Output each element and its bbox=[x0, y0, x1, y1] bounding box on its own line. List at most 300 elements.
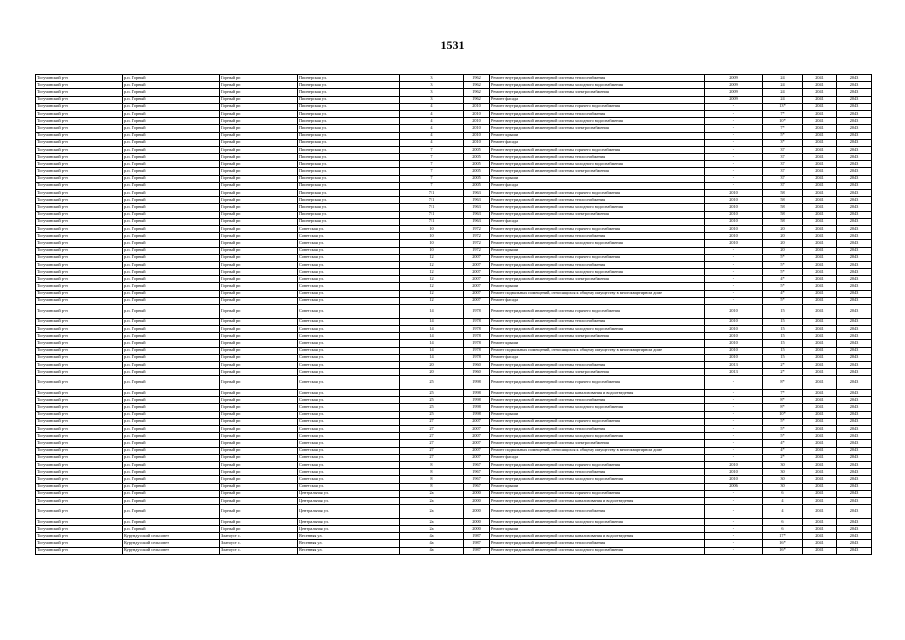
cell-street: Пионерская ул. bbox=[298, 168, 400, 175]
table-row bbox=[36, 218, 872, 225]
cell-plan-end: 2043 bbox=[837, 269, 872, 276]
cell-locality: Горный рп bbox=[220, 426, 298, 433]
cell-last-repair-year: 2010 bbox=[705, 333, 763, 340]
cell-build-year: 2007 bbox=[464, 440, 490, 447]
cell-street: Пионерская ул. bbox=[298, 75, 400, 82]
table-row bbox=[36, 433, 872, 440]
cell-street: Советская ул. bbox=[298, 240, 400, 247]
cell-district: Тогучинский р-н bbox=[36, 376, 123, 390]
cell-house-number: 2а bbox=[400, 518, 464, 525]
cell-locality: Горный рп bbox=[220, 454, 298, 461]
cell-plan-start: 2041 bbox=[803, 204, 837, 211]
cell-district: Тогучинский р-н bbox=[36, 269, 123, 276]
cell-district: Тогучинский р-н bbox=[36, 483, 123, 490]
cell-wear: 5* bbox=[763, 283, 803, 290]
cell-build-year: 2010 bbox=[464, 118, 490, 125]
cell-work-type: Ремонт внутридомовой инженерной системы электроснабжения bbox=[490, 369, 705, 376]
cell-plan-end: 2043 bbox=[837, 218, 872, 225]
cell-municipality: р.п. Горный bbox=[123, 447, 220, 454]
cell-last-repair-year: - bbox=[705, 526, 763, 533]
cell-locality: Горный рп bbox=[220, 146, 298, 153]
cell-plan-end: 2043 bbox=[837, 297, 872, 304]
cell-last-repair-year: 2010 bbox=[705, 325, 763, 332]
cell-plan-end: 2043 bbox=[837, 369, 872, 376]
cell-street: Пионерская ул. bbox=[298, 110, 400, 117]
cell-wear: 20 bbox=[763, 233, 803, 240]
cell-build-year: 1962 bbox=[464, 89, 490, 96]
cell-plan-start: 2041 bbox=[803, 290, 837, 297]
cell-wear: 6 bbox=[763, 490, 803, 497]
cell-work-type: Ремонт внутридомовой инженерной системы теплоснабжения bbox=[490, 75, 705, 82]
cell-district: Тогучинский р-н bbox=[36, 146, 123, 153]
cell-locality: Горный рп bbox=[220, 447, 298, 454]
cell-last-repair-year: - bbox=[705, 540, 763, 547]
cell-wear: 5* bbox=[763, 269, 803, 276]
cell-district: Тогучинский р-н bbox=[36, 361, 123, 368]
cell-plan-end: 2043 bbox=[837, 411, 872, 418]
cell-municipality: р.п. Горный bbox=[123, 390, 220, 397]
cell-last-repair-year: 2009 bbox=[705, 89, 763, 96]
cell-work-type: Ремонт внутридомовой инженерной системы горячего водоснабжения bbox=[490, 103, 705, 110]
cell-work-type: Ремонт внутридомовой инженерной системы холодного водоснабжения bbox=[490, 118, 705, 125]
table-row bbox=[36, 418, 872, 425]
cell-house-number: 10 bbox=[400, 247, 464, 254]
cell-wear: 58 bbox=[763, 218, 803, 225]
cell-wear: 30 bbox=[763, 461, 803, 468]
table-row bbox=[36, 190, 872, 197]
cell-district: Тогучинский р-н bbox=[36, 476, 123, 483]
cell-house-number: 3 bbox=[400, 89, 464, 96]
cell-house-number: 4 bbox=[400, 139, 464, 146]
cell-plan-end: 2043 bbox=[837, 483, 872, 490]
cell-build-year: 1987 bbox=[464, 547, 490, 554]
cell-plan-end: 2043 bbox=[837, 325, 872, 332]
cell-work-type: Ремонт внутридомовой инженерной системы горячего водоснабжения bbox=[490, 305, 705, 319]
cell-wear: 30 bbox=[763, 483, 803, 490]
cell-work-type: Ремонт внутридомовой инженерной системы теплоснабжения bbox=[490, 261, 705, 268]
cell-municipality: р.п. Горный bbox=[123, 490, 220, 497]
cell-last-repair-year: - bbox=[705, 175, 763, 182]
cell-street: Советская ул. bbox=[298, 261, 400, 268]
cell-street: Советская ул. bbox=[298, 354, 400, 361]
cell-build-year: 2007 bbox=[464, 283, 490, 290]
cell-last-repair-year: 2010 bbox=[705, 469, 763, 476]
cell-plan-start: 2041 bbox=[803, 161, 837, 168]
table-row bbox=[36, 354, 872, 361]
cell-plan-start: 2041 bbox=[803, 411, 837, 418]
cell-build-year: 2000 bbox=[464, 490, 490, 497]
cell-district: Тогучинский р-н bbox=[36, 297, 123, 304]
cell-plan-start: 2041 bbox=[803, 110, 837, 117]
cell-locality: Горный рп bbox=[220, 82, 298, 89]
cell-municipality: р.п. Горный bbox=[123, 139, 220, 146]
cell-last-repair-year: - bbox=[705, 290, 763, 297]
cell-plan-start: 2041 bbox=[803, 182, 837, 189]
cell-house-number: 7 bbox=[400, 182, 464, 189]
table-row bbox=[36, 505, 872, 519]
cell-municipality: р.п. Горный bbox=[123, 526, 220, 533]
page-number: 1531 bbox=[440, 38, 465, 52]
cell-municipality: р.п. Горный bbox=[123, 175, 220, 182]
cell-district: Тогучинский р-н bbox=[36, 197, 123, 204]
cell-locality: Горный рп bbox=[220, 490, 298, 497]
cell-district: Тогучинский р-н bbox=[36, 154, 123, 161]
cell-municipality: р.п. Горный bbox=[123, 411, 220, 418]
cell-locality: Горный рп bbox=[220, 218, 298, 225]
table-row bbox=[36, 233, 872, 240]
cell-plan-start: 2041 bbox=[803, 340, 837, 347]
cell-district: Тогучинский р-н bbox=[36, 461, 123, 468]
cell-build-year: 2005 bbox=[464, 161, 490, 168]
cell-locality: Горный рп bbox=[220, 483, 298, 490]
cell-plan-start: 2041 bbox=[803, 75, 837, 82]
cell-last-repair-year: 2013 bbox=[705, 361, 763, 368]
cell-municipality: р.п. Горный bbox=[123, 276, 220, 283]
cell-district: Тогучинский р-н bbox=[36, 404, 123, 411]
cell-wear: 4* bbox=[763, 440, 803, 447]
cell-work-type: Ремонт внутридомовой инженерной системы электроснабжения bbox=[490, 211, 705, 218]
cell-house-number: 2а bbox=[400, 497, 464, 504]
cell-wear: 24 bbox=[763, 82, 803, 89]
cell-work-type: Ремонт крыши bbox=[490, 526, 705, 533]
cell-house-number: 27 bbox=[400, 433, 464, 440]
cell-plan-end: 2043 bbox=[837, 154, 872, 161]
cell-plan-end: 2043 bbox=[837, 168, 872, 175]
cell-street: Пионерская ул. bbox=[298, 161, 400, 168]
cell-last-repair-year: - bbox=[705, 132, 763, 139]
cell-locality: Горный рп bbox=[220, 168, 298, 175]
cell-last-repair-year: - bbox=[705, 154, 763, 161]
cell-work-type: Ремонт внутридомовой инженерной системы холодного водоснабжения bbox=[490, 547, 705, 554]
cell-build-year: 2007 bbox=[464, 254, 490, 261]
cell-house-number: 25 bbox=[400, 390, 464, 397]
cell-house-number: 8 bbox=[400, 469, 464, 476]
cell-house-number: 4 bbox=[400, 125, 464, 132]
cell-plan-end: 2043 bbox=[837, 333, 872, 340]
cell-locality: Горный рп bbox=[220, 233, 298, 240]
cell-street: Центральная ул. bbox=[298, 518, 400, 525]
cell-house-number: 7/1 bbox=[400, 218, 464, 225]
cell-house-number: 8 bbox=[400, 476, 464, 483]
cell-street: Советская ул. bbox=[298, 454, 400, 461]
cell-wear: 24 bbox=[763, 75, 803, 82]
cell-locality: Златоуст с. bbox=[220, 540, 298, 547]
cell-build-year: 1963 bbox=[464, 204, 490, 211]
cell-plan-end: 2043 bbox=[837, 132, 872, 139]
cell-last-repair-year: 2010 bbox=[705, 233, 763, 240]
cell-municipality: р.п. Горный bbox=[123, 290, 220, 297]
cell-house-number: 20 bbox=[400, 361, 464, 368]
table-row bbox=[36, 132, 872, 139]
table-row bbox=[36, 211, 872, 218]
cell-last-repair-year: 2010 bbox=[705, 204, 763, 211]
cell-last-repair-year: - bbox=[705, 276, 763, 283]
cell-work-type: Ремонт внутридомовой инженерной системы электроснабжения bbox=[490, 89, 705, 96]
cell-last-repair-year: 2006 bbox=[705, 483, 763, 490]
cell-locality: Горный рп bbox=[220, 269, 298, 276]
cell-plan-start: 2041 bbox=[803, 175, 837, 182]
cell-wear: 37 bbox=[763, 146, 803, 153]
cell-house-number: 14 bbox=[400, 333, 464, 340]
cell-municipality: р.п. Горный bbox=[123, 125, 220, 132]
cell-street: Советская ул. bbox=[298, 390, 400, 397]
cell-plan-start: 2041 bbox=[803, 297, 837, 304]
cell-last-repair-year: 2009 bbox=[705, 75, 763, 82]
cell-locality: Горный рп bbox=[220, 139, 298, 146]
cell-locality: Горный рп bbox=[220, 440, 298, 447]
cell-plan-end: 2043 bbox=[837, 125, 872, 132]
cell-house-number: 25 bbox=[400, 411, 464, 418]
cell-plan-start: 2041 bbox=[803, 225, 837, 232]
cell-work-type: Ремонт фасада bbox=[490, 96, 705, 103]
cell-street: Пионерская ул. bbox=[298, 218, 400, 225]
table-row bbox=[36, 261, 872, 268]
cell-locality: Златоуст с. bbox=[220, 533, 298, 540]
cell-work-type: Ремонт фасада bbox=[490, 297, 705, 304]
cell-plan-end: 2043 bbox=[837, 276, 872, 283]
cell-work-type: Ремонт внутридомовой инженерной системы теплоснабжения bbox=[490, 197, 705, 204]
cell-plan-start: 2041 bbox=[803, 190, 837, 197]
table-row bbox=[36, 175, 872, 182]
cell-plan-end: 2043 bbox=[837, 103, 872, 110]
cell-house-number: 12 bbox=[400, 261, 464, 268]
cell-work-type: Ремонт крыши bbox=[490, 483, 705, 490]
cell-build-year: 1960 bbox=[464, 361, 490, 368]
cell-street: Пионерская ул. bbox=[298, 89, 400, 96]
cell-district: Тогучинский р-н bbox=[36, 340, 123, 347]
cell-plan-end: 2043 bbox=[837, 118, 872, 125]
cell-work-type: Ремонт внутридомовой инженерной системы холодного водоснабжения bbox=[490, 518, 705, 525]
cell-plan-start: 2041 bbox=[803, 404, 837, 411]
cell-municipality: р.п. Горный bbox=[123, 369, 220, 376]
table-row bbox=[36, 476, 872, 483]
cell-wear: 2* bbox=[763, 454, 803, 461]
cell-locality: Горный рп bbox=[220, 318, 298, 325]
cell-last-repair-year: - bbox=[705, 397, 763, 404]
cell-build-year: 2007 bbox=[464, 418, 490, 425]
cell-build-year: 1972 bbox=[464, 240, 490, 247]
cell-last-repair-year: - bbox=[705, 125, 763, 132]
cell-house-number: 12 bbox=[400, 283, 464, 290]
table-row bbox=[36, 497, 872, 504]
cell-street: Советская ул. bbox=[298, 305, 400, 319]
cell-plan-start: 2041 bbox=[803, 125, 837, 132]
cell-plan-end: 2043 bbox=[837, 305, 872, 319]
cell-last-repair-year: 2010 bbox=[705, 305, 763, 319]
cell-house-number: 14 bbox=[400, 318, 464, 325]
table-row bbox=[36, 340, 872, 347]
cell-house-number: 27 bbox=[400, 418, 464, 425]
cell-plan-start: 2041 bbox=[803, 82, 837, 89]
cell-work-type: Ремонт внутридомовой инженерной системы холодного водоснабжения bbox=[490, 204, 705, 211]
cell-work-type: Ремонт внутридомовой инженерной системы теплоснабжения bbox=[490, 361, 705, 368]
cell-plan-end: 2043 bbox=[837, 418, 872, 425]
cell-work-type: Ремонт внутридомовой инженерной системы теплоснабжения bbox=[490, 233, 705, 240]
cell-plan-end: 2043 bbox=[837, 75, 872, 82]
cell-work-type: Ремонт крыши bbox=[490, 411, 705, 418]
cell-last-repair-year: - bbox=[705, 261, 763, 268]
cell-wear: 5* bbox=[763, 433, 803, 440]
cell-municipality: Курундусский сельсовет bbox=[123, 540, 220, 547]
cell-street: Пионерская ул. bbox=[298, 197, 400, 204]
cell-plan-start: 2041 bbox=[803, 397, 837, 404]
table-row bbox=[36, 518, 872, 525]
table-row bbox=[36, 276, 872, 283]
cell-locality: Горный рп bbox=[220, 103, 298, 110]
cell-district: Тогучинский р-н bbox=[36, 526, 123, 533]
cell-build-year: 2007 bbox=[464, 261, 490, 268]
cell-build-year: 2000 bbox=[464, 497, 490, 504]
cell-work-type: Ремонт внутридомовой инженерной системы горячего водоснабжения bbox=[490, 461, 705, 468]
cell-locality: Горный рп bbox=[220, 197, 298, 204]
cell-district: Тогучинский р-н bbox=[36, 190, 123, 197]
cell-wear: 17* bbox=[763, 533, 803, 540]
cell-plan-end: 2043 bbox=[837, 526, 872, 533]
cell-locality: Горный рп bbox=[220, 354, 298, 361]
table-row bbox=[36, 247, 872, 254]
table-row bbox=[36, 526, 872, 533]
cell-plan-start: 2041 bbox=[803, 269, 837, 276]
cell-last-repair-year: - bbox=[705, 110, 763, 117]
cell-work-type: Ремонт внутридомовой инженерной системы холодного водоснабжения bbox=[490, 433, 705, 440]
table-row bbox=[36, 254, 872, 261]
table-row bbox=[36, 75, 872, 82]
table-row bbox=[36, 461, 872, 468]
cell-plan-start: 2041 bbox=[803, 461, 837, 468]
cell-house-number: 27 bbox=[400, 426, 464, 433]
cell-municipality: р.п. Горный bbox=[123, 433, 220, 440]
cell-build-year: 2007 bbox=[464, 290, 490, 297]
cell-wear: 5* bbox=[763, 297, 803, 304]
cell-district: Тогучинский р-н bbox=[36, 333, 123, 340]
cell-build-year: 1972 bbox=[464, 233, 490, 240]
cell-wear: 3* bbox=[763, 139, 803, 146]
cell-street: Пионерская ул. bbox=[298, 103, 400, 110]
table-row bbox=[36, 490, 872, 497]
cell-street: Советская ул. bbox=[298, 376, 400, 390]
cell-municipality: р.п. Горный bbox=[123, 82, 220, 89]
cell-street: Советская ул. bbox=[298, 411, 400, 418]
cell-municipality: р.п. Горный bbox=[123, 297, 220, 304]
cell-locality: Горный рп bbox=[220, 161, 298, 168]
cell-wear: 15 bbox=[763, 354, 803, 361]
cell-plan-end: 2043 bbox=[837, 533, 872, 540]
cell-district: Тогучинский р-н bbox=[36, 518, 123, 525]
cell-district: Тогучинский р-н bbox=[36, 139, 123, 146]
cell-house-number: 7 bbox=[400, 168, 464, 175]
cell-district: Тогучинский р-н bbox=[36, 261, 123, 268]
cell-municipality: Курундусский сельсовет bbox=[123, 547, 220, 554]
cell-plan-start: 2041 bbox=[803, 426, 837, 433]
cell-wear: 20 bbox=[763, 225, 803, 232]
cell-wear: 8* bbox=[763, 376, 803, 390]
cell-plan-start: 2041 bbox=[803, 390, 837, 397]
cell-street: Пионерская ул. bbox=[298, 146, 400, 153]
cell-work-type: Ремонт внутридомовой инженерной системы горячего водоснабжения bbox=[490, 376, 705, 390]
cell-plan-start: 2041 bbox=[803, 518, 837, 525]
cell-plan-end: 2043 bbox=[837, 518, 872, 525]
cell-work-type: Ремонт крыши bbox=[490, 247, 705, 254]
cell-build-year: 1998 bbox=[464, 376, 490, 390]
cell-street: Пионерская ул. bbox=[298, 182, 400, 189]
cell-build-year: 2000 bbox=[464, 505, 490, 519]
cell-build-year: 2010 bbox=[464, 110, 490, 117]
cell-wear: 15 bbox=[763, 347, 803, 354]
cell-district: Тогучинский р-н bbox=[36, 347, 123, 354]
cell-district: Тогучинский р-н bbox=[36, 390, 123, 397]
cell-locality: Горный рп bbox=[220, 182, 298, 189]
cell-locality: Горный рп bbox=[220, 254, 298, 261]
cell-last-repair-year: - bbox=[705, 118, 763, 125]
cell-plan-end: 2043 bbox=[837, 404, 872, 411]
cell-locality: Горный рп bbox=[220, 89, 298, 96]
table-row bbox=[36, 540, 872, 547]
table-row bbox=[36, 454, 872, 461]
cell-district: Тогучинский р-н bbox=[36, 433, 123, 440]
cell-municipality: р.п. Горный bbox=[123, 132, 220, 139]
cell-locality: Горный рп bbox=[220, 526, 298, 533]
cell-plan-end: 2043 bbox=[837, 461, 872, 468]
cell-wear: 37 bbox=[763, 175, 803, 182]
table-body bbox=[36, 75, 872, 555]
cell-wear: 20 bbox=[763, 240, 803, 247]
cell-wear: 4 bbox=[763, 497, 803, 504]
cell-district: Тогучинский р-н bbox=[36, 110, 123, 117]
cell-work-type: Ремонт внутридомовой инженерной системы электроснабжения bbox=[490, 440, 705, 447]
cell-work-type: Ремонт внутридомовой инженерной системы холодного водоснабжения bbox=[490, 161, 705, 168]
cell-wear: 7* bbox=[763, 110, 803, 117]
cell-build-year: 2000 bbox=[464, 518, 490, 525]
cell-district: Тогучинский р-н bbox=[36, 225, 123, 232]
cell-street: Весенняя ул. bbox=[298, 533, 400, 540]
cell-municipality: р.п. Горный bbox=[123, 204, 220, 211]
cell-plan-start: 2041 bbox=[803, 318, 837, 325]
cell-locality: Горный рп bbox=[220, 96, 298, 103]
cell-last-repair-year: - bbox=[705, 168, 763, 175]
cell-plan-end: 2043 bbox=[837, 390, 872, 397]
cell-work-type: Ремонт внутридомовой инженерной системы горячего водоснабжения bbox=[490, 418, 705, 425]
cell-plan-end: 2043 bbox=[837, 96, 872, 103]
cell-last-repair-year: 2010 bbox=[705, 240, 763, 247]
cell-street: Советская ул. bbox=[298, 433, 400, 440]
cell-district: Тогучинский р-н bbox=[36, 96, 123, 103]
cell-municipality: р.п. Горный bbox=[123, 505, 220, 519]
cell-municipality: р.п. Горный bbox=[123, 254, 220, 261]
cell-last-repair-year: - bbox=[705, 146, 763, 153]
cell-street: Пионерская ул. bbox=[298, 139, 400, 146]
cell-district: Тогучинский р-н bbox=[36, 325, 123, 332]
cell-plan-end: 2043 bbox=[837, 175, 872, 182]
cell-district: Тогучинский р-н bbox=[36, 540, 123, 547]
cell-plan-end: 2043 bbox=[837, 261, 872, 268]
cell-last-repair-year: 2009 bbox=[705, 82, 763, 89]
cell-plan-end: 2043 bbox=[837, 454, 872, 461]
cell-municipality: р.п. Горный bbox=[123, 146, 220, 153]
cell-municipality: р.п. Горный bbox=[123, 305, 220, 319]
cell-locality: Горный рп bbox=[220, 125, 298, 132]
cell-last-repair-year: 2010 bbox=[705, 218, 763, 225]
cell-plan-end: 2043 bbox=[837, 233, 872, 240]
cell-house-number: 10 bbox=[400, 225, 464, 232]
cell-municipality: р.п. Горный bbox=[123, 261, 220, 268]
cell-wear: 8* bbox=[763, 397, 803, 404]
cell-district: Тогучинский р-н bbox=[36, 103, 123, 110]
cell-house-number: 25 bbox=[400, 376, 464, 390]
cell-locality: Горный рп bbox=[220, 118, 298, 125]
cell-house-number: 7/1 bbox=[400, 190, 464, 197]
cell-house-number: 4 bbox=[400, 110, 464, 117]
cell-wear: 15 bbox=[763, 318, 803, 325]
